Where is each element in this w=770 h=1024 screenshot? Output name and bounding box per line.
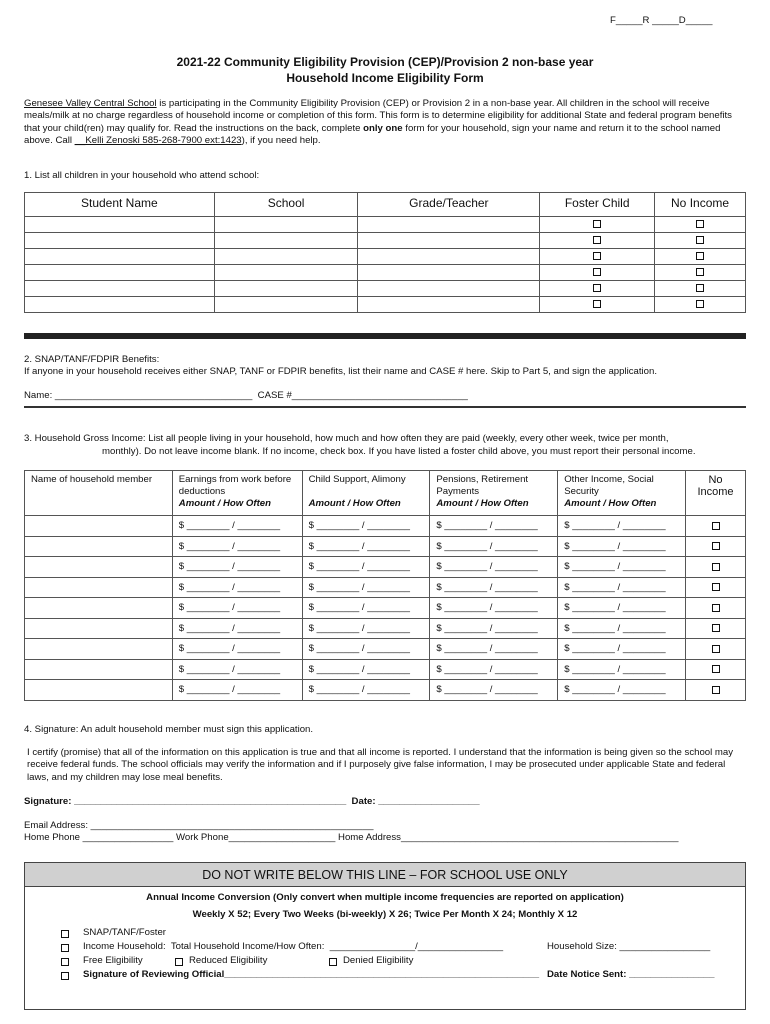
checkbox-cell[interactable] [655, 249, 746, 265]
denied-label: Denied Eligibility [343, 955, 414, 966]
no-income-checkbox[interactable] [712, 665, 720, 673]
contact: __Kelli Zenoski 585-268-7900 ext:1423 [74, 134, 242, 146]
table-row [25, 598, 746, 619]
no-income-checkbox[interactable] [696, 268, 704, 276]
header-subtitle: Amount / How Often [436, 498, 529, 509]
part3-label: 3. Household Gross Income: List all people living in your household, how much and how often they are paid (weekly, every other week, twice per month, [24, 433, 669, 444]
amount-frequency-cell[interactable]: $ ________ / ________ [172, 577, 302, 598]
amount-frequency-cell[interactable]: $ ________ / ________ [302, 598, 430, 619]
header-title: Other Income, Social Security [564, 474, 654, 497]
amount-frequency-cell[interactable]: $ ________ / ________ [558, 536, 686, 557]
header-title: Child Support, Alimony [308, 474, 406, 485]
amount-frequency-cell[interactable]: $ ________ / ________ [302, 557, 430, 578]
table-row [25, 297, 746, 313]
snap-label: SNAP/TANF/Foster [83, 927, 166, 938]
header-title: Earnings from work before deductions [178, 474, 292, 497]
amount-frequency-cell[interactable]: $ ________ / ________ [558, 659, 686, 680]
part2-label: 2. SNAP/TANF/FDPIR Benefits: [24, 354, 160, 365]
no-income-checkbox[interactable] [696, 300, 704, 308]
amount-frequency-cell[interactable]: $ ________ / ________ [430, 557, 558, 578]
no-income-checkbox[interactable] [712, 522, 720, 530]
table-row [25, 536, 746, 557]
table-row [25, 516, 746, 537]
amount-frequency-cell[interactable]: $ ________ / ________ [302, 577, 430, 598]
text-cell[interactable] [358, 281, 540, 297]
income-household-checkbox[interactable] [61, 944, 69, 952]
amount-frequency-cell[interactable]: $ ________ / ________ [172, 618, 302, 639]
amount-frequency-cell[interactable]: $ ________ / ________ [558, 680, 686, 701]
free-label: Free Eligibility [83, 955, 143, 966]
table-row [25, 680, 746, 701]
section-divider-2 [24, 406, 746, 408]
column-header: Student Name [25, 193, 215, 217]
header-title: No Income [697, 474, 734, 498]
checkbox-cell[interactable] [655, 265, 746, 281]
text-cell[interactable] [25, 249, 215, 265]
children-table [24, 192, 746, 313]
conversion-rates: Weekly X 52; Every Two Weeks (bi-weekly) X 26; Twice Per Month X 24; Monthly X 12 [192, 909, 578, 920]
foster-child-checkbox[interactable] [593, 236, 601, 244]
foster-child-checkbox[interactable] [593, 268, 601, 276]
table-row [25, 618, 746, 639]
column-header [25, 471, 173, 516]
amount-frequency-cell[interactable]: $ ________ / ________ [302, 516, 430, 537]
reviewer-signature-field[interactable]: Signature of Reviewing Official___________________________________________________________ [83, 969, 540, 980]
foster-child-checkbox[interactable] [593, 300, 601, 308]
header-subtitle: Amount / How Often [308, 498, 401, 509]
checkbox-cell[interactable] [655, 281, 746, 297]
denied-checkbox[interactable] [329, 958, 337, 966]
snap-name-case-field[interactable]: Name: _____________________________________ CASE #_________________________________ [24, 390, 468, 401]
column-header [172, 471, 302, 516]
text-cell[interactable] [358, 249, 540, 265]
table-row [25, 249, 746, 265]
amount-frequency-cell[interactable]: $ ________ / ________ [172, 536, 302, 557]
form-title: 2021-22 Community Eligibility Provision (CEP)/Provision 2 non-base year [176, 55, 594, 69]
member-name-cell[interactable] [25, 516, 173, 537]
text-cell[interactable] [214, 217, 358, 233]
amount-frequency-cell[interactable]: $ ________ / ________ [302, 639, 430, 660]
no-income-checkbox[interactable] [712, 604, 720, 612]
column-header: Foster Child [540, 193, 655, 217]
section-divider [24, 333, 746, 339]
column-header [686, 471, 746, 516]
table-row [25, 281, 746, 297]
office-use-codes: F_____R _____D_____ [610, 15, 713, 26]
amount-frequency-cell[interactable]: $ ________ / ________ [430, 659, 558, 680]
amount-frequency-cell[interactable]: $ ________ / ________ [430, 598, 558, 619]
header-subtitle: Amount / How Often [178, 498, 271, 509]
member-name-cell[interactable] [25, 680, 173, 701]
amount-frequency-cell[interactable]: $ ________ / ________ [430, 577, 558, 598]
foster-child-checkbox[interactable] [593, 252, 601, 260]
table-row [25, 659, 746, 680]
school-use-header: DO NOT WRITE BELOW THIS LINE – FOR SCHOOL USE ONLY [25, 863, 745, 887]
amount-frequency-cell[interactable]: $ ________ / ________ [172, 598, 302, 619]
no-income-checkbox[interactable] [712, 645, 720, 653]
part3-label-2: monthly). Do not leave income blank. If no income, check box. If you have listed a foster child above, you must report their personal income. [102, 446, 696, 457]
table-row [25, 217, 746, 233]
checkbox-cell[interactable] [540, 233, 655, 249]
checkbox-cell[interactable] [540, 281, 655, 297]
reduced-checkbox[interactable] [175, 958, 183, 966]
column-header [558, 471, 686, 516]
part1-label: 1. List all children in your household who attend school: [24, 170, 260, 181]
amount-frequency-cell[interactable]: $ ________ / ________ [430, 618, 558, 639]
member-name-cell[interactable] [25, 577, 173, 598]
no-income-checkbox[interactable] [696, 252, 704, 260]
text-cell[interactable] [358, 297, 540, 313]
school-name: Genesee Valley Central School [24, 98, 157, 109]
header-subtitle: Amount / How Often [564, 498, 657, 509]
member-name-cell[interactable] [25, 557, 173, 578]
no-income-cell[interactable] [686, 659, 746, 680]
conversion-title: Annual Income Conversion (Only convert when multiple income frequencies are reported on application) [146, 892, 624, 903]
text-cell[interactable] [358, 217, 540, 233]
no-income-cell[interactable] [686, 557, 746, 578]
amount-frequency-cell[interactable]: $ ________ / ________ [302, 536, 430, 557]
checkbox-cell[interactable] [655, 297, 746, 313]
no-income-checkbox[interactable] [696, 236, 704, 244]
text-cell[interactable] [214, 297, 358, 313]
no-income-cell[interactable] [686, 618, 746, 639]
member-name-cell[interactable] [25, 618, 173, 639]
amount-frequency-cell[interactable]: $ ________ / ________ [430, 516, 558, 537]
children-table-header [25, 193, 746, 217]
table-row [25, 265, 746, 281]
reduced-label: Reduced Eligibility [189, 955, 268, 966]
no-income-cell[interactable] [686, 577, 746, 598]
amount-frequency-cell[interactable]: $ ________ / ________ [558, 516, 686, 537]
no-income-checkbox[interactable] [712, 624, 720, 632]
date-notice-sent-field[interactable]: Date Notice Sent: ________________ [547, 969, 715, 980]
amount-frequency-cell[interactable]: $ ________ / ________ [172, 639, 302, 660]
no-income-cell[interactable] [686, 536, 746, 557]
certification-text: I certify (promise) that all of the information on this application is true and that all income is reported. I understand that the information is being given so the school may receive federal funds. The school officials may verify the information and if I purposely give false information, I may be prosecuted under applicable State and federal laws, and my children may lose meal benefits. [27, 747, 734, 783]
amount-frequency-cell[interactable]: $ ________ / ________ [302, 618, 430, 639]
table-row [25, 577, 746, 598]
intro-text: is participating in the Community Eligibility Provision (CEP) or Provision 2 in a non-base year. All children in the school will receive meals/milk at no charge regardless of household income or completion of this form. This form is to determine eligibility for additional State and federal program benefits that your child(ren) may qualify for. Read the instructions on the back, complete [24, 98, 732, 134]
amount-frequency-cell[interactable]: $ ________ / ________ [172, 557, 302, 578]
text-cell[interactable] [25, 233, 215, 249]
income-household-label: Income Household: Total Household Income/How Often: ________________/________________ [83, 941, 504, 952]
part2-text: If anyone in your household receives either SNAP, TANF or FDPIR benefits, list their name and CASE # here. Skip to Part 5, and sign the application. [24, 366, 657, 377]
no-income-cell[interactable] [686, 516, 746, 537]
column-header: No Income [655, 193, 746, 217]
member-name-cell[interactable] [25, 536, 173, 557]
signature-date-field[interactable]: Signature: ___________________________________________________ Date: ___________________ [24, 796, 480, 807]
member-name-cell[interactable] [25, 659, 173, 680]
no-income-checkbox[interactable] [696, 284, 704, 292]
intro-text-2: form for your household, sign your name and return it to the school named above. Call [24, 122, 721, 146]
amount-frequency-cell[interactable]: $ ________ / ________ [558, 639, 686, 660]
text-cell[interactable] [25, 217, 215, 233]
member-name-cell[interactable] [25, 639, 173, 660]
amount-frequency-cell[interactable]: $ ________ / ________ [558, 598, 686, 619]
part4-label: 4. Signature: An adult household member must sign this application. [24, 724, 314, 735]
column-header: Grade/Teacher [358, 193, 540, 217]
column-header: School [214, 193, 358, 217]
text-cell[interactable] [358, 265, 540, 281]
text-cell[interactable] [25, 297, 215, 313]
income-table [24, 470, 746, 701]
email-field[interactable]: Email Address: _____________________________________________________ [24, 820, 374, 831]
phone-address-field[interactable]: Home Phone _________________ Work Phone____________________ Home Address____________________________________________________ [24, 832, 679, 843]
checkbox-cell[interactable] [540, 249, 655, 265]
no-income-checkbox[interactable] [712, 542, 720, 550]
text-cell[interactable] [214, 265, 358, 281]
intro-text-3: ), if you need help. [241, 134, 321, 146]
no-income-checkbox[interactable] [696, 220, 704, 228]
snap-checkbox[interactable] [61, 930, 69, 938]
header-title: Pensions, Retirement Payments [436, 474, 529, 497]
no-income-cell[interactable] [686, 680, 746, 701]
table-row [25, 557, 746, 578]
table-row [25, 233, 746, 249]
no-income-checkbox[interactable] [712, 563, 720, 571]
amount-frequency-cell[interactable]: $ ________ / ________ [430, 680, 558, 701]
text-cell[interactable] [25, 281, 215, 297]
checkbox-cell[interactable] [655, 217, 746, 233]
intro-paragraph [24, 98, 748, 147]
column-header [430, 471, 558, 516]
checkbox-cell[interactable] [540, 297, 655, 313]
form-subtitle: Household Income Eligibility Form [286, 71, 484, 85]
checkbox-cell[interactable] [540, 265, 655, 281]
checkbox-cell[interactable] [655, 233, 746, 249]
header-title: Name of household member [31, 474, 153, 485]
no-income-cell[interactable] [686, 598, 746, 619]
amount-frequency-cell[interactable]: $ ________ / ________ [302, 659, 430, 680]
no-income-checkbox[interactable] [712, 583, 720, 591]
foster-child-checkbox[interactable] [593, 220, 601, 228]
reviewer-checkbox[interactable] [61, 972, 69, 980]
household-size-field[interactable]: Household Size: _________________ [547, 941, 711, 952]
column-header [302, 471, 430, 516]
amount-frequency-cell[interactable]: $ ________ / ________ [558, 557, 686, 578]
amount-frequency-cell[interactable]: $ ________ / ________ [172, 659, 302, 680]
table-row [25, 639, 746, 660]
intro-bold: only one [363, 122, 403, 134]
no-income-cell[interactable] [686, 639, 746, 660]
text-cell[interactable] [25, 265, 215, 281]
amount-frequency-cell[interactable]: $ ________ / ________ [302, 680, 430, 701]
foster-child-checkbox[interactable] [593, 284, 601, 292]
school-use-box [24, 862, 746, 1010]
income-table-header [25, 471, 746, 516]
member-name-cell[interactable] [25, 598, 173, 619]
text-cell[interactable] [214, 233, 358, 249]
free-checkbox[interactable] [61, 958, 69, 966]
amount-frequency-cell[interactable]: $ ________ / ________ [172, 516, 302, 537]
amount-frequency-cell[interactable]: $ ________ / ________ [430, 639, 558, 660]
text-cell[interactable] [214, 249, 358, 265]
amount-frequency-cell[interactable]: $ ________ / ________ [558, 618, 686, 639]
text-cell[interactable] [358, 233, 540, 249]
amount-frequency-cell[interactable]: $ ________ / ________ [558, 577, 686, 598]
amount-frequency-cell[interactable]: $ ________ / ________ [430, 536, 558, 557]
text-cell[interactable] [214, 281, 358, 297]
no-income-checkbox[interactable] [712, 686, 720, 694]
checkbox-cell[interactable] [540, 217, 655, 233]
amount-frequency-cell[interactable]: $ ________ / ________ [172, 680, 302, 701]
